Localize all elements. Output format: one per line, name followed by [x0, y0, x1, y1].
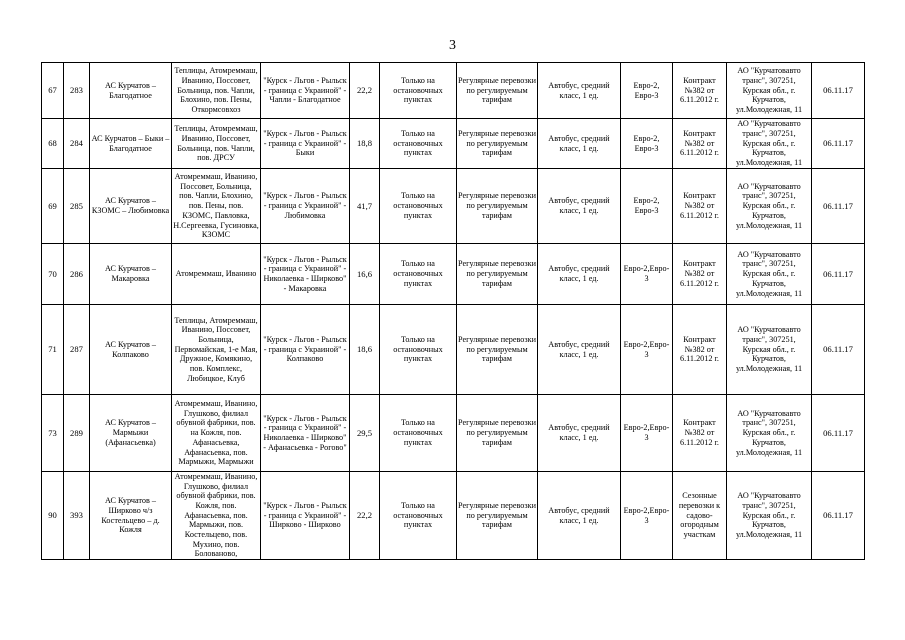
eco-class: Евро-2, Евро-3 — [621, 169, 673, 244]
carrier-info: АО "Курчатовавто транс", 307251, Курская обл., г. Курчатов, ул.Молодежная, 11 — [727, 472, 812, 560]
route-stops: Теплицы, Атомреммаш, Иванино, Поссовет, Больница, Первомайская, 1-е Мая, Дружное, Комякино, пов. Комплекс, Любицкое, Клуб — [172, 305, 261, 395]
route-streets: "Курск - Льгов - Рыльск - граница с Украиной" - Николаевка - Ширково" - Афанасьевка - Рогово" — [261, 395, 350, 472]
route-length: 18,6 — [350, 305, 380, 395]
transport-type: Регулярные перевозки по регулируемым тарифам — [457, 472, 538, 560]
route-stops: Теплицы, Атомреммаш, Иванино, Поссовет, Больница, пов. Чапли, пов. ДРСУ — [172, 119, 261, 169]
route-reg-number: 289 — [64, 395, 90, 472]
contract-basis: Контракт №382 от 6.11.2012 г. — [673, 119, 727, 169]
route-length: 22,2 — [350, 63, 380, 119]
eco-class: Евро-2,Евро-3 — [621, 244, 673, 305]
transport-type: Регулярные перевозки по регулируемым тарифам — [457, 169, 538, 244]
eco-class: Евро-2,Евро-3 — [621, 305, 673, 395]
route-streets: "Курск - Льгов - Рыльск - граница с Украиной" - Любимовка — [261, 169, 350, 244]
vehicle-info: Автобус, средний класс, 1 ед. — [538, 63, 621, 119]
row-number: 68 — [42, 119, 64, 169]
boarding-procedure: Только на остановочных пунктах — [380, 169, 457, 244]
route-stops: Атомреммаш, Иванино, Глушково, филиал обувной фабрики, пов. на Кожля, пов. Афанасьевка, Афанасьевка, пов. Мармыжи, Мармыжи — [172, 395, 261, 472]
transport-type: Регулярные перевозки по регулируемым тарифам — [457, 63, 538, 119]
boarding-procedure: Только на остановочных пунктах — [380, 119, 457, 169]
eco-class: Евро-2,Евро-3 — [621, 472, 673, 560]
route-stops: Теплицы, Атомреммаш, Иванино, Поссовет, Больница, пов. Чапли, Блохино, пов. Пены, Откормсовхоз — [172, 63, 261, 119]
contract-basis: Контракт №382 от 6.11.2012 г. — [673, 305, 727, 395]
table-row — [42, 305, 865, 395]
start-date: 06.11.17 — [812, 63, 865, 119]
route-streets: "Курск - Льгов - Рыльск - граница с Украиной" - Быки — [261, 119, 350, 169]
route-reg-number: 283 — [64, 63, 90, 119]
route-name: АС Курчатов – Мармыжи (Афанасьевка) — [90, 395, 172, 472]
carrier-info: АО "Курчатовавто транс", 307251, Курская обл., г. Курчатов, ул.Молодежная, 11 — [727, 63, 812, 119]
contract-basis: Контракт №382 от 6.11.2012 г. — [673, 63, 727, 119]
row-number: 69 — [42, 169, 64, 244]
route-streets: "Курск - Льгов - Рыльск - граница с Украиной" - Чапли - Благодатное — [261, 63, 350, 119]
eco-class: Евро-2, Евро-3 — [621, 119, 673, 169]
transport-type: Регулярные перевозки по регулируемым тарифам — [457, 244, 538, 305]
route-stops: Атомреммаш, Иванино, Глушково, филиал обувной фабрики, пов. Кожля, пов. Афанасьевка, пов. Мармыжи, пов. Костельцево, пов. Мухино, пов. Болованово, — [172, 472, 261, 560]
eco-class: Евро-2,Евро-3 — [621, 395, 673, 472]
route-reg-number: 286 — [64, 244, 90, 305]
contract-basis: Сезонные перевозки к садово-огородным участкам — [673, 472, 727, 560]
vehicle-info: Автобус, средний класс, 1 ед. — [538, 169, 621, 244]
page-number: 3 — [449, 38, 456, 53]
transport-type: Регулярные перевозки по регулируемым тарифам — [457, 395, 538, 472]
row-number: 67 — [42, 63, 64, 119]
route-streets: "Курск - Льгов - Рыльск - граница с Украиной" - Колпаково — [261, 305, 350, 395]
vehicle-info: Автобус, средний класс, 1 ед. — [538, 305, 621, 395]
route-name: АС Курчатов – Ширково ч/з Костельцево – д. Кожля — [90, 472, 172, 560]
contract-basis: Контракт №382 от 6.11.2012 г. — [673, 169, 727, 244]
route-name: АС Курчатов – Макаровка — [90, 244, 172, 305]
start-date: 06.11.17 — [812, 395, 865, 472]
table-row — [42, 244, 865, 305]
route-length: 16,6 — [350, 244, 380, 305]
carrier-info: АО "Курчатовавто транс", 307251, Курская обл., г. Курчатов, ул.Молодежная, 11 — [727, 244, 812, 305]
route-name: АС Курчатов – Колпаково — [90, 305, 172, 395]
vehicle-info: Автобус, средний класс, 1 ед. — [538, 395, 621, 472]
table-row — [42, 119, 865, 169]
start-date: 06.11.17 — [812, 472, 865, 560]
row-number: 70 — [42, 244, 64, 305]
boarding-procedure: Только на остановочных пунктах — [380, 472, 457, 560]
route-reg-number: 285 — [64, 169, 90, 244]
boarding-procedure: Только на остановочных пунктах — [380, 395, 457, 472]
table-row — [42, 395, 865, 472]
contract-basis: Контракт №382 от 6.11.2012 г. — [673, 244, 727, 305]
transport-type: Регулярные перевозки по регулируемым тарифам — [457, 305, 538, 395]
route-name: АС Курчатов – Благодатное — [90, 63, 172, 119]
row-number: 71 — [42, 305, 64, 395]
route-reg-number: 284 — [64, 119, 90, 169]
route-length: 29,5 — [350, 395, 380, 472]
carrier-info: АО "Курчатовавто транс", 307251, Курская обл., г. Курчатов, ул.Молодежная, 11 — [727, 395, 812, 472]
route-reg-number: 287 — [64, 305, 90, 395]
route-length: 22,2 — [350, 472, 380, 560]
start-date: 06.11.17 — [812, 169, 865, 244]
route-stops: Атомреммаш, Иванино, Поссовет, Больница, пов. Чапли, Блохино, пов. Пены, пов. КЗОМС, Павловка, Н.Сергеевка, Гусиновка, КЗОМС — [172, 169, 261, 244]
vehicle-info: Автобус, средний класс, 1 ед. — [538, 472, 621, 560]
start-date: 06.11.17 — [812, 305, 865, 395]
vehicle-info: Автобус, средний класс, 1 ед. — [538, 244, 621, 305]
boarding-procedure: Только на остановочных пунктах — [380, 63, 457, 119]
carrier-info: АО "Курчатовавто транс", 307251, Курская обл., г. Курчатов, ул.Молодежная, 11 — [727, 119, 812, 169]
boarding-procedure: Только на остановочных пунктах — [380, 244, 457, 305]
route-name: АС Курчатов – Быки – Благодатное — [90, 119, 172, 169]
route-stops: Атомреммаш, Иванино — [172, 244, 261, 305]
table-row — [42, 169, 865, 244]
carrier-info: АО "Курчатовавто транс", 307251, Курская обл., г. Курчатов, ул.Молодежная, 11 — [727, 169, 812, 244]
routes-table — [41, 62, 865, 560]
start-date: 06.11.17 — [812, 244, 865, 305]
route-streets: "Курск - Льгов - Рыльск - граница с Украиной" - Ширково - Ширково — [261, 472, 350, 560]
routes-table-body — [42, 63, 865, 560]
carrier-info: АО "Курчатовавто транс", 307251, Курская обл., г. Курчатов, ул.Молодежная, 11 — [727, 305, 812, 395]
vehicle-info: Автобус, средний класс, 1 ед. — [538, 119, 621, 169]
row-number: 73 — [42, 395, 64, 472]
contract-basis: Контракт №382 от 6.11.2012 г. — [673, 395, 727, 472]
route-streets: "Курск - Льгов - Рыльск - граница с Украиной" - Николаевка - Ширково" - Макаровка — [261, 244, 350, 305]
route-reg-number: 393 — [64, 472, 90, 560]
route-length: 41,7 — [350, 169, 380, 244]
transport-type: Регулярные перевозки по регулируемым тарифам — [457, 119, 538, 169]
table-row — [42, 472, 865, 560]
route-name: АС Курчатов – КЗОМС – Любимовка — [90, 169, 172, 244]
table-row — [42, 63, 865, 119]
boarding-procedure: Только на остановочных пунктах — [380, 305, 457, 395]
row-number: 90 — [42, 472, 64, 560]
route-length: 18,8 — [350, 119, 380, 169]
eco-class: Евро-2, Евро-3 — [621, 63, 673, 119]
start-date: 06.11.17 — [812, 119, 865, 169]
